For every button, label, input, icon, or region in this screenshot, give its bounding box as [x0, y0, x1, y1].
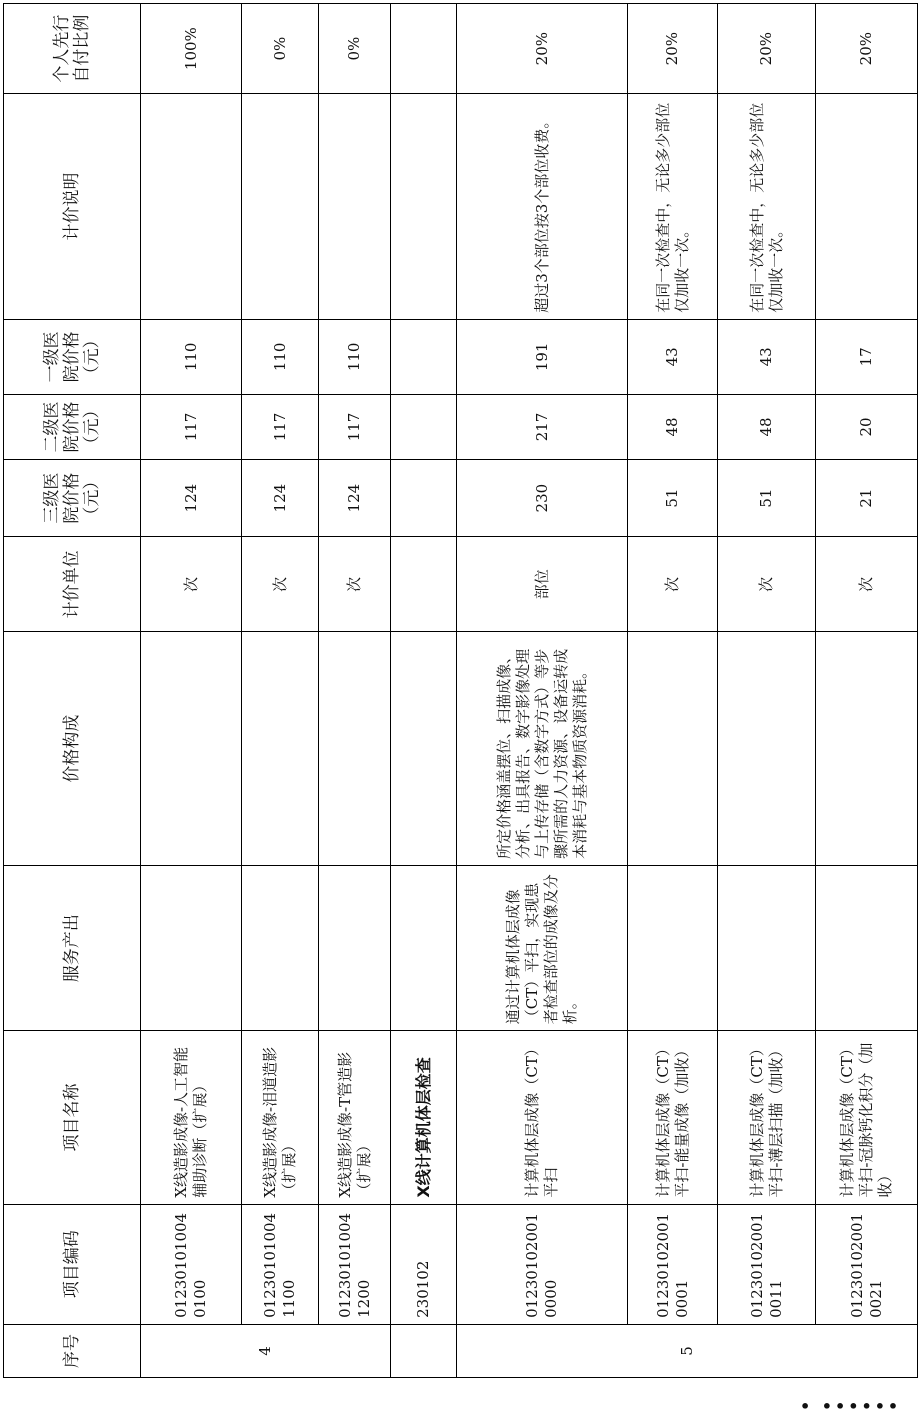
- price1-cell: 110: [319, 319, 391, 394]
- note-cell: [319, 94, 391, 319]
- name-cell: 计算机体层成像（CT）平扫-冠脉钙化积分（加收）: [816, 1031, 918, 1204]
- header-ratio: 个人先行自付比例: [4, 4, 141, 94]
- name-cell: 计算机体层成像（CT）平扫-能量成像（加收）: [628, 1031, 718, 1204]
- composition-cell: [242, 632, 319, 866]
- header-price3: 三级医院价格（元）: [4, 460, 141, 537]
- continuation-dots: • ••••••: [800, 1397, 902, 1416]
- ratio-cell: 100%: [141, 4, 242, 94]
- price1-cell: 17: [816, 319, 918, 394]
- code-cell: 012301020010011: [718, 1204, 816, 1324]
- table-row: [718, 4, 816, 1378]
- table-row: [141, 4, 242, 1378]
- price1-cell: 110: [242, 319, 319, 394]
- code-cell: 012301010040100: [141, 1204, 242, 1324]
- code-cell: 012301020010001: [628, 1204, 718, 1324]
- note-cell: 超过3个部位按3个部位收费。: [457, 94, 628, 319]
- price1-cell: 191: [457, 319, 628, 394]
- table-row: [242, 4, 319, 1378]
- code-cell: 012301010041200: [319, 1204, 391, 1324]
- output-cell: [718, 865, 816, 1030]
- table-row: [457, 4, 628, 1378]
- price2-cell: 117: [242, 394, 319, 459]
- note-cell: 在同一次检查中，无论多少部位仅加收一次。: [628, 94, 718, 319]
- note-cell: [816, 94, 918, 319]
- output-cell: 通过计算机体层成像（CT）平扫，实现患者检查部位的成像及分析。: [457, 865, 628, 1030]
- unit-cell: 次: [628, 537, 718, 632]
- note-cell: [141, 94, 242, 319]
- header-seq: 序号: [4, 1324, 141, 1377]
- unit-cell: 次: [242, 537, 319, 632]
- price2-cell: 217: [457, 394, 628, 459]
- price3-cell: 124: [141, 460, 242, 537]
- header-price1: 一级医院价格（元）: [4, 319, 141, 394]
- header-output: 服务产出: [4, 865, 141, 1030]
- table-row: [816, 4, 918, 1378]
- code-cell: 012301020010000: [457, 1204, 628, 1324]
- composition-cell: [718, 632, 816, 866]
- header-name: 项目名称: [4, 1031, 141, 1204]
- output-cell: [628, 865, 718, 1030]
- ratio-cell: 20%: [718, 4, 816, 94]
- seq-cell: 4: [141, 1324, 391, 1377]
- unit-cell: 部位: [457, 537, 628, 632]
- header-row: [4, 4, 141, 1378]
- output-cell: [816, 865, 918, 1030]
- ratio-cell: 0%: [319, 4, 391, 94]
- price2-cell: 117: [141, 394, 242, 459]
- section-name: X线计算机体层检查: [391, 1031, 457, 1204]
- ratio-cell: 0%: [242, 4, 319, 94]
- note-cell: [242, 94, 319, 319]
- composition-cell: [816, 632, 918, 866]
- price3-cell: 230: [457, 460, 628, 537]
- table-row: [319, 4, 391, 1378]
- price3-cell: 124: [242, 460, 319, 537]
- header-composition: 价格构成: [4, 632, 141, 866]
- unit-cell: 次: [816, 537, 918, 632]
- price2-cell: 117: [319, 394, 391, 459]
- price1-cell: 43: [628, 319, 718, 394]
- composition-cell: [141, 632, 242, 866]
- seq-cell: [391, 1324, 457, 1377]
- price2-cell: 20: [816, 394, 918, 459]
- table-row: [628, 4, 718, 1378]
- name-cell: X线造影成像-泪道造影（扩展）: [242, 1031, 319, 1204]
- empty-cell: [391, 394, 457, 459]
- code-cell: 012301010041100: [242, 1204, 319, 1324]
- header-price2: 二级医院价格（元）: [4, 394, 141, 459]
- unit-cell: 次: [319, 537, 391, 632]
- empty-cell: [391, 4, 457, 94]
- price1-cell: 43: [718, 319, 816, 394]
- empty-cell: [391, 632, 457, 866]
- name-cell: X线造影成像-T管造影（扩展）: [319, 1031, 391, 1204]
- header-code: 项目编码: [4, 1204, 141, 1324]
- price3-cell: 124: [319, 460, 391, 537]
- price3-cell: 51: [628, 460, 718, 537]
- price3-cell: 51: [718, 460, 816, 537]
- price2-cell: 48: [628, 394, 718, 459]
- price1-cell: 110: [141, 319, 242, 394]
- note-cell: 在同一次检查中，无论多少部位仅加收一次。: [718, 94, 816, 319]
- seq-cell: 5: [457, 1324, 918, 1377]
- composition-cell: [628, 632, 718, 866]
- code-cell: 012301020010021: [816, 1204, 918, 1324]
- section-code: 230102: [391, 1204, 457, 1324]
- price3-cell: 21: [816, 460, 918, 537]
- header-note: 计价说明: [4, 94, 141, 319]
- unit-cell: 次: [718, 537, 816, 632]
- header-unit: 计价单位: [4, 537, 141, 632]
- output-cell: [141, 865, 242, 1030]
- composition-cell: [319, 632, 391, 866]
- name-cell: X线造影成像-人工智能辅助诊断（扩展）: [141, 1031, 242, 1204]
- empty-cell: [391, 865, 457, 1030]
- name-cell: 计算机体层成像（CT）平扫-薄层扫描（加收）: [718, 1031, 816, 1204]
- price2-cell: 48: [718, 394, 816, 459]
- empty-cell: [391, 460, 457, 537]
- empty-cell: [391, 537, 457, 632]
- unit-cell: 次: [141, 537, 242, 632]
- output-cell: [319, 865, 391, 1030]
- price-table: [3, 3, 918, 1378]
- composition-cell: 所定价格涵盖摆位、扫描成像、分析、出具报告、数字影像处理与上传存储（含数字方式）等步骤所需的人力资源、设备运转成本消耗与基本物质资源消耗。: [457, 632, 628, 866]
- ratio-cell: 20%: [816, 4, 918, 94]
- ratio-cell: 20%: [628, 4, 718, 94]
- empty-cell: [391, 94, 457, 319]
- output-cell: [242, 865, 319, 1030]
- empty-cell: [391, 319, 457, 394]
- section-row: [391, 4, 457, 1378]
- ratio-cell: 20%: [457, 4, 628, 94]
- name-cell: 计算机体层成像（CT）平扫: [457, 1031, 628, 1204]
